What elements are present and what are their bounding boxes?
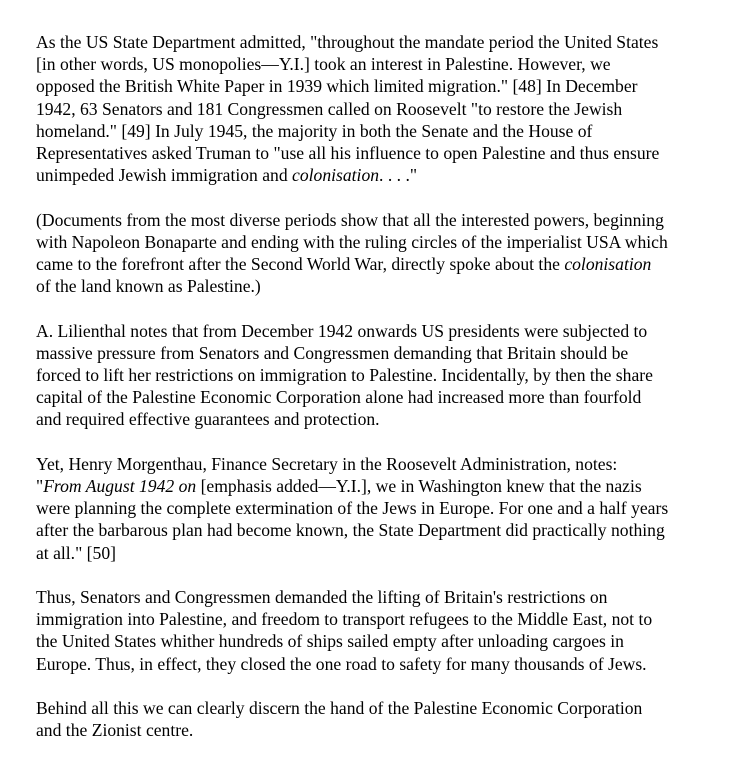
paragraph-4 bbox=[36, 453, 736, 564]
text-line: immigration into Palestine, and freedom to transport refugees to the Middle East, not to bbox=[36, 609, 653, 630]
text-line: massive pressure from Senators and Congressmen demanding that Britain should be bbox=[36, 342, 629, 363]
paragraph-5 bbox=[36, 586, 736, 675]
text-line: 1942, 63 Senators and 181 Congressmen called on Roosevelt "to restore the Jewish bbox=[36, 98, 623, 119]
text-line: forced to lift her restrictions on immigration to Palestine. Incidentally, by then the share bbox=[36, 365, 653, 386]
paragraph-1 bbox=[36, 31, 736, 186]
text-line: Representatives asked Truman to "use all his influence to open Palestine and thus ensure bbox=[36, 143, 660, 164]
text-line: homeland." [49] In July 1945, the majority in both the Senate and the House of bbox=[36, 120, 593, 141]
text-line bbox=[36, 164, 736, 186]
document-page bbox=[36, 31, 736, 741]
text-line: Behind all this we can clearly discern the hand of the Palestine Economic Corporation bbox=[36, 698, 643, 719]
text-line: and the Zionist centre. bbox=[36, 720, 194, 741]
text-line: Europe. Thus, in effect, they closed the one road to safety for many thousands of Jews. bbox=[36, 653, 647, 674]
text-line: opposed the British White Paper in 1939 which limited migration." [48] In December bbox=[36, 76, 638, 97]
italic-quote-date: From August 1942 on bbox=[43, 476, 197, 497]
paragraph-3 bbox=[36, 320, 736, 431]
text-line: [in other words, US monopolies—Y.I.] took an interest in Palestine. However, we bbox=[36, 54, 611, 75]
text-line: and required effective guarantees and protection. bbox=[36, 409, 380, 430]
text-line: As the US State Department admitted, "throughout the mandate period the United States bbox=[36, 32, 659, 52]
text-run: [emphasis added—Y.I.], we in Washington knew that the nazis bbox=[196, 476, 642, 497]
italic-term-colonisation: colonisation bbox=[292, 165, 380, 186]
text-line bbox=[36, 475, 736, 497]
text-line: at all." [50] bbox=[36, 542, 116, 563]
text-line bbox=[36, 253, 736, 275]
text-line: (Documents from the most diverse periods show that all the interested powers, beginning bbox=[36, 209, 664, 230]
text-line: Thus, Senators and Congressmen demanded the lifting of Britain's restrictions on bbox=[36, 587, 608, 608]
text-line: of the land known as Palestine.) bbox=[36, 276, 261, 297]
text-run: " bbox=[36, 476, 44, 497]
text-run: unimpeded Jewish immigration and bbox=[36, 165, 293, 186]
paragraph-2 bbox=[36, 209, 736, 298]
text-line: were planning the complete extermination of the Jews in Europe. For one and a half years bbox=[36, 498, 669, 519]
text-line: the United States whither hundreds of ships sailed empty after unloading cargoes in bbox=[36, 631, 624, 652]
text-run: came to the forefront after the Second World War, directly spoke about the bbox=[36, 254, 565, 275]
text-run: . . . ." bbox=[379, 165, 418, 186]
text-line: after the barbarous plan had become known, the State Department did practically nothing bbox=[36, 520, 665, 541]
paragraph-6 bbox=[36, 697, 736, 741]
text-line: A. Lilienthal notes that from December 1942 onwards US presidents were subjected to bbox=[36, 320, 648, 341]
text-line: with Napoleon Bonaparte and ending with the ruling circles of the imperialist USA which bbox=[36, 231, 668, 252]
italic-term-colonisation: colonisation bbox=[564, 254, 652, 275]
text-line: Yet, Henry Morgenthau, Finance Secretary in the Roosevelt Administration, notes: bbox=[36, 453, 618, 474]
text-line: capital of the Palestine Economic Corporation alone had increased more than fourfold bbox=[36, 387, 642, 408]
